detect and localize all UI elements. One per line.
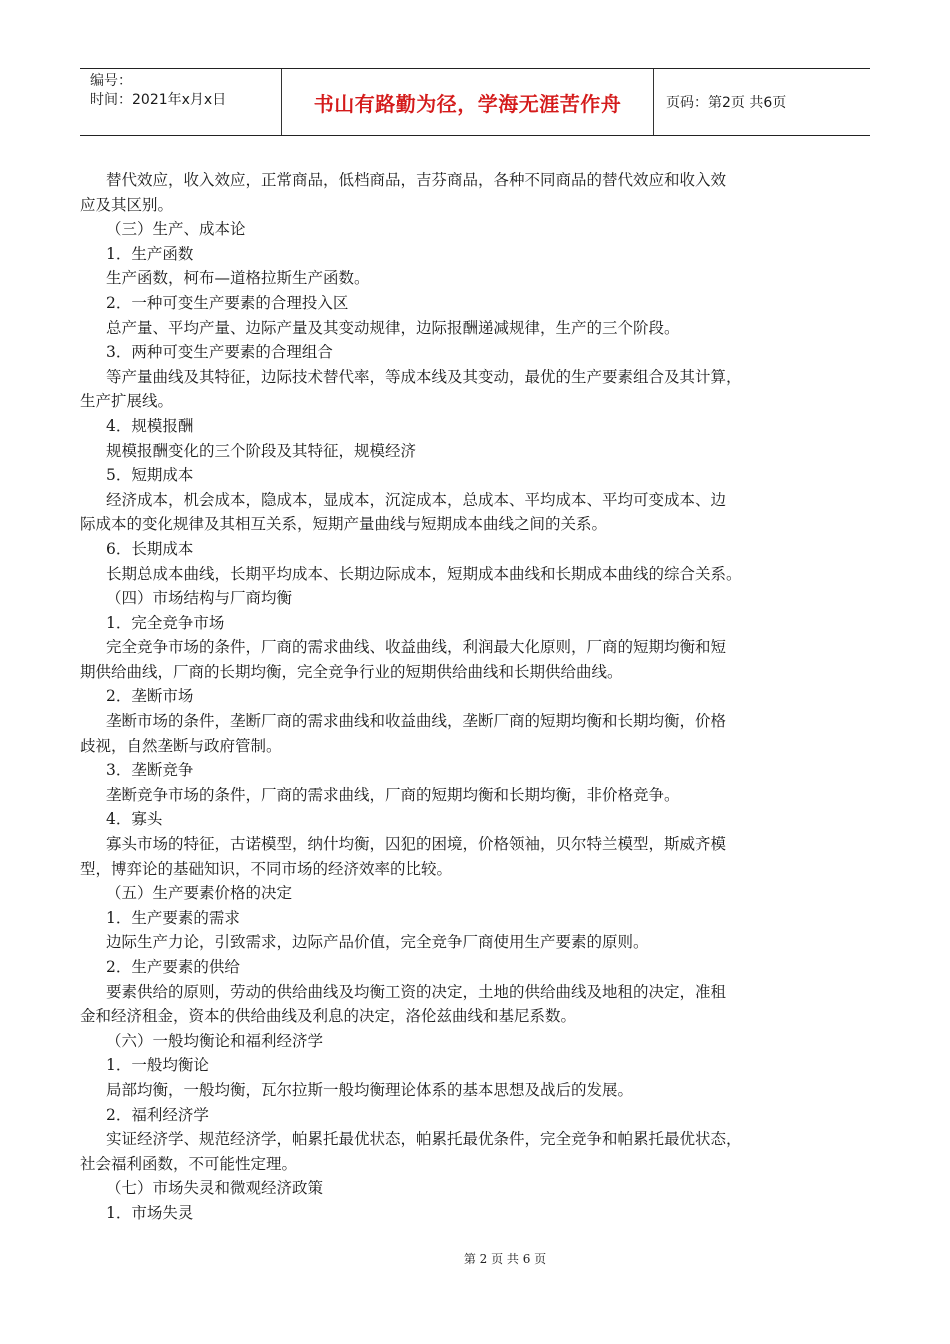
body-line: 型，博弈论的基础知识，不同市场的经济效率的比较。 bbox=[80, 859, 453, 878]
body-line: 总产量、平均产量、边际产量及其变动规律，边际报酬递减规律，生产的三个阶段。 bbox=[106, 318, 680, 337]
header-motto-cell bbox=[282, 69, 654, 135]
section-heading: （六）一般均衡论和福利经济学 bbox=[106, 1031, 324, 1050]
body-line: 实证经济学、规范经济学，帕累托最优状态，帕累托最优条件，完全竞争和帕累托最优状态， bbox=[106, 1130, 742, 1149]
body-line: 长期总成本曲线，长期平均成本、长期边际成本，短期成本曲线和长期成本曲线的综合关系。 bbox=[106, 564, 742, 583]
body-line: 要素供给的原则，劳动的供给曲线及均衡工资的决定，土地的供给曲线及地租的决定，准租 bbox=[106, 982, 727, 1001]
section-heading: （四）市场结构与厂商均衡 bbox=[106, 589, 293, 608]
section-heading: （三）生产、成本论 bbox=[106, 220, 246, 239]
body-line: 寡头市场的特征，古诺模型，纳什均衡，囚犯的困境，价格领袖，贝尔特兰模型，斯威齐模 bbox=[106, 835, 727, 854]
body-line: 1．生产要素的需求 bbox=[106, 908, 240, 927]
body-line: 3．垄断竞争 bbox=[106, 761, 194, 780]
body-line: 规模报酬变化的三个阶段及其特征，规模经济 bbox=[106, 441, 417, 460]
body-line: 2．福利经济学 bbox=[106, 1105, 209, 1124]
body-line: 4．规模报酬 bbox=[106, 416, 194, 435]
header-page-cell bbox=[654, 69, 870, 135]
body-line: 6．长期成本 bbox=[106, 539, 194, 558]
header-page-number: 页码：第2页 共6页 bbox=[666, 95, 787, 111]
body-line: 际成本的变化规律及其相互关系，短期产量曲线与短期成本曲线之间的关系。 bbox=[80, 515, 608, 534]
header-meta bbox=[80, 69, 282, 135]
body-line: 经济成本，机会成本，隐成本，显成本，沉淀成本，总成本、平均成本、平均可变成本、边 bbox=[106, 490, 727, 509]
section-heading: （五）生产要素价格的决定 bbox=[106, 884, 293, 903]
document-body bbox=[80, 168, 890, 1226]
document-number-label: 编号： bbox=[90, 73, 132, 89]
body-line: 1．一般均衡论 bbox=[106, 1056, 209, 1075]
body-line: 2．垄断市场 bbox=[106, 687, 194, 706]
section-heading: （七）市场失灵和微观经济政策 bbox=[106, 1179, 324, 1198]
body-line: 垄断竞争市场的条件，厂商的需求曲线，厂商的短期均衡和长期均衡，非价格竞争。 bbox=[106, 785, 680, 804]
body-line: 生产函数，柯布—道格拉斯生产函数。 bbox=[106, 269, 370, 288]
body-line: 2．生产要素的供给 bbox=[106, 958, 240, 976]
document-time-label: 时间：2021年x月x日 bbox=[90, 92, 227, 108]
body-line: 3．两种可变生产要素的合理组合 bbox=[106, 343, 333, 362]
body-line: 金和经济租金，资本的供给曲线及利息的决定，洛伦兹曲线和基尼系数。 bbox=[80, 1007, 577, 1026]
body-line: 应及其区别。 bbox=[80, 195, 174, 214]
body-line: 边际生产力论，引致需求，边际产品价值，完全竞争厂商使用生产要素的原则。 bbox=[106, 933, 649, 952]
body-line: 社会福利函数，不可能性定理。 bbox=[80, 1154, 298, 1173]
body-line: 2．一种可变生产要素的合理投入区 bbox=[106, 293, 349, 312]
body-line: 4．寡头 bbox=[106, 810, 163, 829]
body-line: 5．短期成本 bbox=[106, 466, 194, 485]
body-line: 1．完全竞争市场 bbox=[106, 613, 225, 632]
body-line: 期供给曲线，厂商的长期均衡，完全竞争行业的短期供给曲线和长期供给曲线。 bbox=[80, 662, 623, 681]
body-line: 垄断市场的条件，垄断厂商的需求曲线和收益曲线，垄断厂商的短期均衡和长期均衡，价格 bbox=[106, 712, 727, 731]
body-line: 等产量曲线及其特征，边际技术替代率，等成本线及其变动，最优的生产要素组合及其计算， bbox=[106, 367, 742, 386]
page-header bbox=[80, 68, 870, 136]
header-motto: 书山有路勤为径，学海无涯苦作舟 bbox=[313, 91, 622, 116]
body-line: 局部均衡，一般均衡，瓦尔拉斯一般均衡理论体系的基本思想及战后的发展。 bbox=[106, 1080, 634, 1099]
body-line: 1．市场失灵 bbox=[106, 1203, 194, 1222]
body-line: 1．生产函数 bbox=[106, 244, 194, 263]
body-line: 生产扩展线。 bbox=[80, 392, 174, 411]
body-line: 完全竞争市场的条件，厂商的需求曲线、收益曲线，利润最大化原则，厂商的短期均衡和短 bbox=[106, 638, 727, 657]
body-line: 替代效应，收入效应，正常商品，低档商品，吉芬商品，各种不同商品的替代效应和收入效 bbox=[106, 171, 727, 189]
body-line: 歧视，自然垄断与政府管制。 bbox=[80, 736, 282, 755]
page-footer: 第 2 页 共 6 页 bbox=[463, 1252, 547, 1266]
